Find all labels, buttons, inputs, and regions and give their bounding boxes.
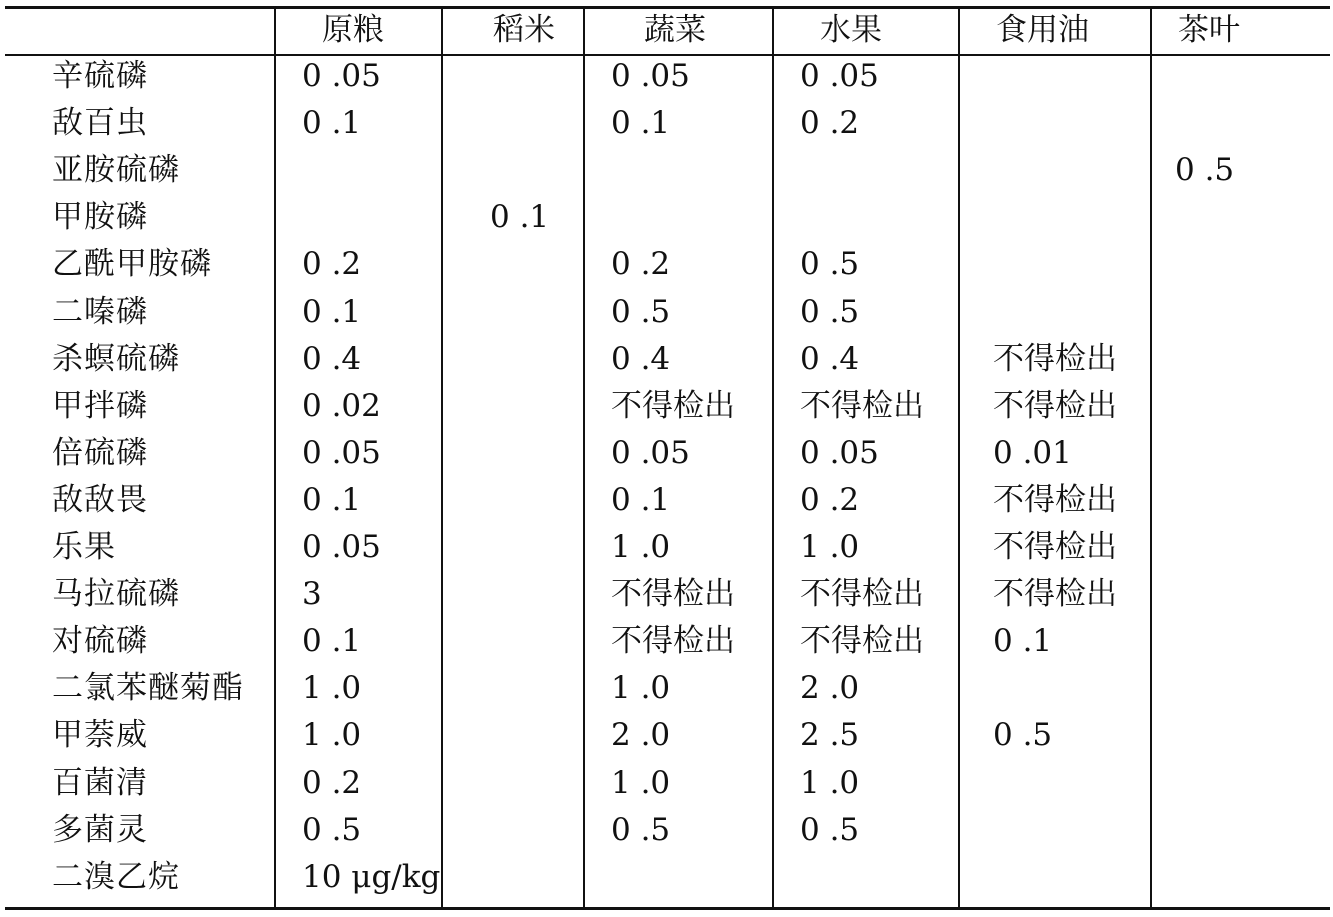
- table-cell: 0 .2: [302, 246, 362, 282]
- row-label: 马拉硫磷: [52, 576, 180, 612]
- row-label: 敌百虫: [52, 105, 148, 141]
- table-cell: 0 .05: [302, 435, 381, 471]
- table-cell: 0 .4: [611, 341, 671, 377]
- column-header-tea: 茶叶: [1178, 12, 1240, 48]
- column-divider: [441, 6, 443, 910]
- table-cell: 不得检出: [800, 576, 924, 612]
- table-cell: 3: [302, 576, 322, 612]
- table-cell: 0 .1: [611, 482, 671, 518]
- column-divider: [1150, 6, 1152, 910]
- table-cell: 不得检出: [993, 529, 1117, 565]
- table-cell: 0 .1: [302, 623, 362, 659]
- column-header-vegetables: 蔬菜: [644, 12, 706, 48]
- table-cell: 0 .05: [800, 435, 879, 471]
- table-cell: 2 .0: [611, 717, 671, 753]
- bottom-rule: [5, 907, 1330, 910]
- table-cell: 0 .1: [302, 105, 362, 141]
- table-cell: 0 .1: [993, 623, 1053, 659]
- table-cell: 0 .05: [302, 529, 381, 565]
- column-header-grain: 原粮: [322, 12, 384, 48]
- table-cell: 0 .05: [800, 58, 879, 94]
- row-label: 敌敌畏: [52, 482, 148, 518]
- row-label: 杀螟硫磷: [52, 341, 180, 377]
- row-label: 乐果: [52, 529, 116, 565]
- table-cell: 0 .01: [993, 435, 1072, 471]
- column-divider: [772, 6, 774, 910]
- column-header-rice: 稻米: [493, 12, 555, 48]
- table-cell: 0 .5: [302, 812, 362, 848]
- table-cell: 不得检出: [993, 388, 1117, 424]
- table-cell: 1 .0: [611, 529, 671, 565]
- table-cell: 不得检出: [993, 341, 1117, 377]
- row-label: 甲拌磷: [52, 388, 148, 424]
- table-cell: 0 .05: [302, 58, 381, 94]
- table-cell: 0 .5: [611, 294, 671, 330]
- table-cell: 0 .5: [800, 812, 860, 848]
- table-cell: 0 .1: [302, 294, 362, 330]
- row-label: 甲萘威: [52, 717, 148, 753]
- row-label: 甲胺磷: [52, 199, 148, 235]
- column-header-fruit: 水果: [820, 12, 882, 48]
- table-cell: 1 .0: [800, 529, 860, 565]
- row-label: 倍硫磷: [52, 435, 148, 471]
- table-cell: 0 .5: [800, 246, 860, 282]
- table-cell: 0 .05: [611, 58, 690, 94]
- row-label: 乙酰甲胺磷: [52, 246, 212, 282]
- table-cell: 1 .0: [611, 765, 671, 801]
- row-label: 亚胺硫磷: [52, 152, 180, 188]
- table-cell: 0 .5: [800, 294, 860, 330]
- table-cell: 不得检出: [611, 623, 735, 659]
- row-label: 二溴乙烷: [52, 859, 180, 895]
- table-cell: 0 .1: [611, 105, 671, 141]
- row-label: 辛硫磷: [52, 58, 148, 94]
- table-cell: 0 .2: [800, 105, 860, 141]
- table-cell: 0 .5: [993, 717, 1053, 753]
- table-cell: 2 .0: [800, 670, 860, 706]
- column-divider: [583, 6, 585, 910]
- table-cell: 1 .0: [302, 670, 362, 706]
- table-cell: 2 .5: [800, 717, 860, 753]
- column-header-edible-oil: 食用油: [996, 12, 1089, 48]
- table-cell: 不得检出: [993, 576, 1117, 612]
- table-cell: 0 .05: [611, 435, 690, 471]
- table-cell: 不得检出: [993, 482, 1117, 518]
- table-cell: 不得检出: [800, 623, 924, 659]
- row-label: 二嗪磷: [52, 294, 148, 330]
- table-cell: 10 μg/kg: [302, 859, 441, 895]
- column-divider: [274, 6, 276, 910]
- table-cell: 不得检出: [800, 388, 924, 424]
- table-cell: 0 .4: [302, 341, 362, 377]
- table-cell: 1 .0: [302, 717, 362, 753]
- column-divider: [958, 6, 960, 910]
- table-cell: 0 .2: [800, 482, 860, 518]
- table-cell: 0 .1: [490, 199, 550, 235]
- table-cell: 0 .02: [302, 388, 381, 424]
- table-cell: 不得检出: [611, 576, 735, 612]
- table-cell: 0 .2: [302, 765, 362, 801]
- row-label: 二氯苯醚菊酯: [52, 670, 244, 706]
- table-cell: 0 .5: [611, 812, 671, 848]
- table-cell: 0 .5: [1175, 152, 1235, 188]
- table-cell: 1 .0: [611, 670, 671, 706]
- table-cell: 0 .4: [800, 341, 860, 377]
- row-label: 对硫磷: [52, 623, 148, 659]
- row-label: 百菌清: [52, 765, 148, 801]
- table-cell: 1 .0: [800, 765, 860, 801]
- table-cell: 0 .1: [302, 482, 362, 518]
- table-cell: 不得检出: [611, 388, 735, 424]
- table-cell: 0 .2: [611, 246, 671, 282]
- row-label: 多菌灵: [52, 812, 148, 848]
- top-rule: [5, 6, 1330, 9]
